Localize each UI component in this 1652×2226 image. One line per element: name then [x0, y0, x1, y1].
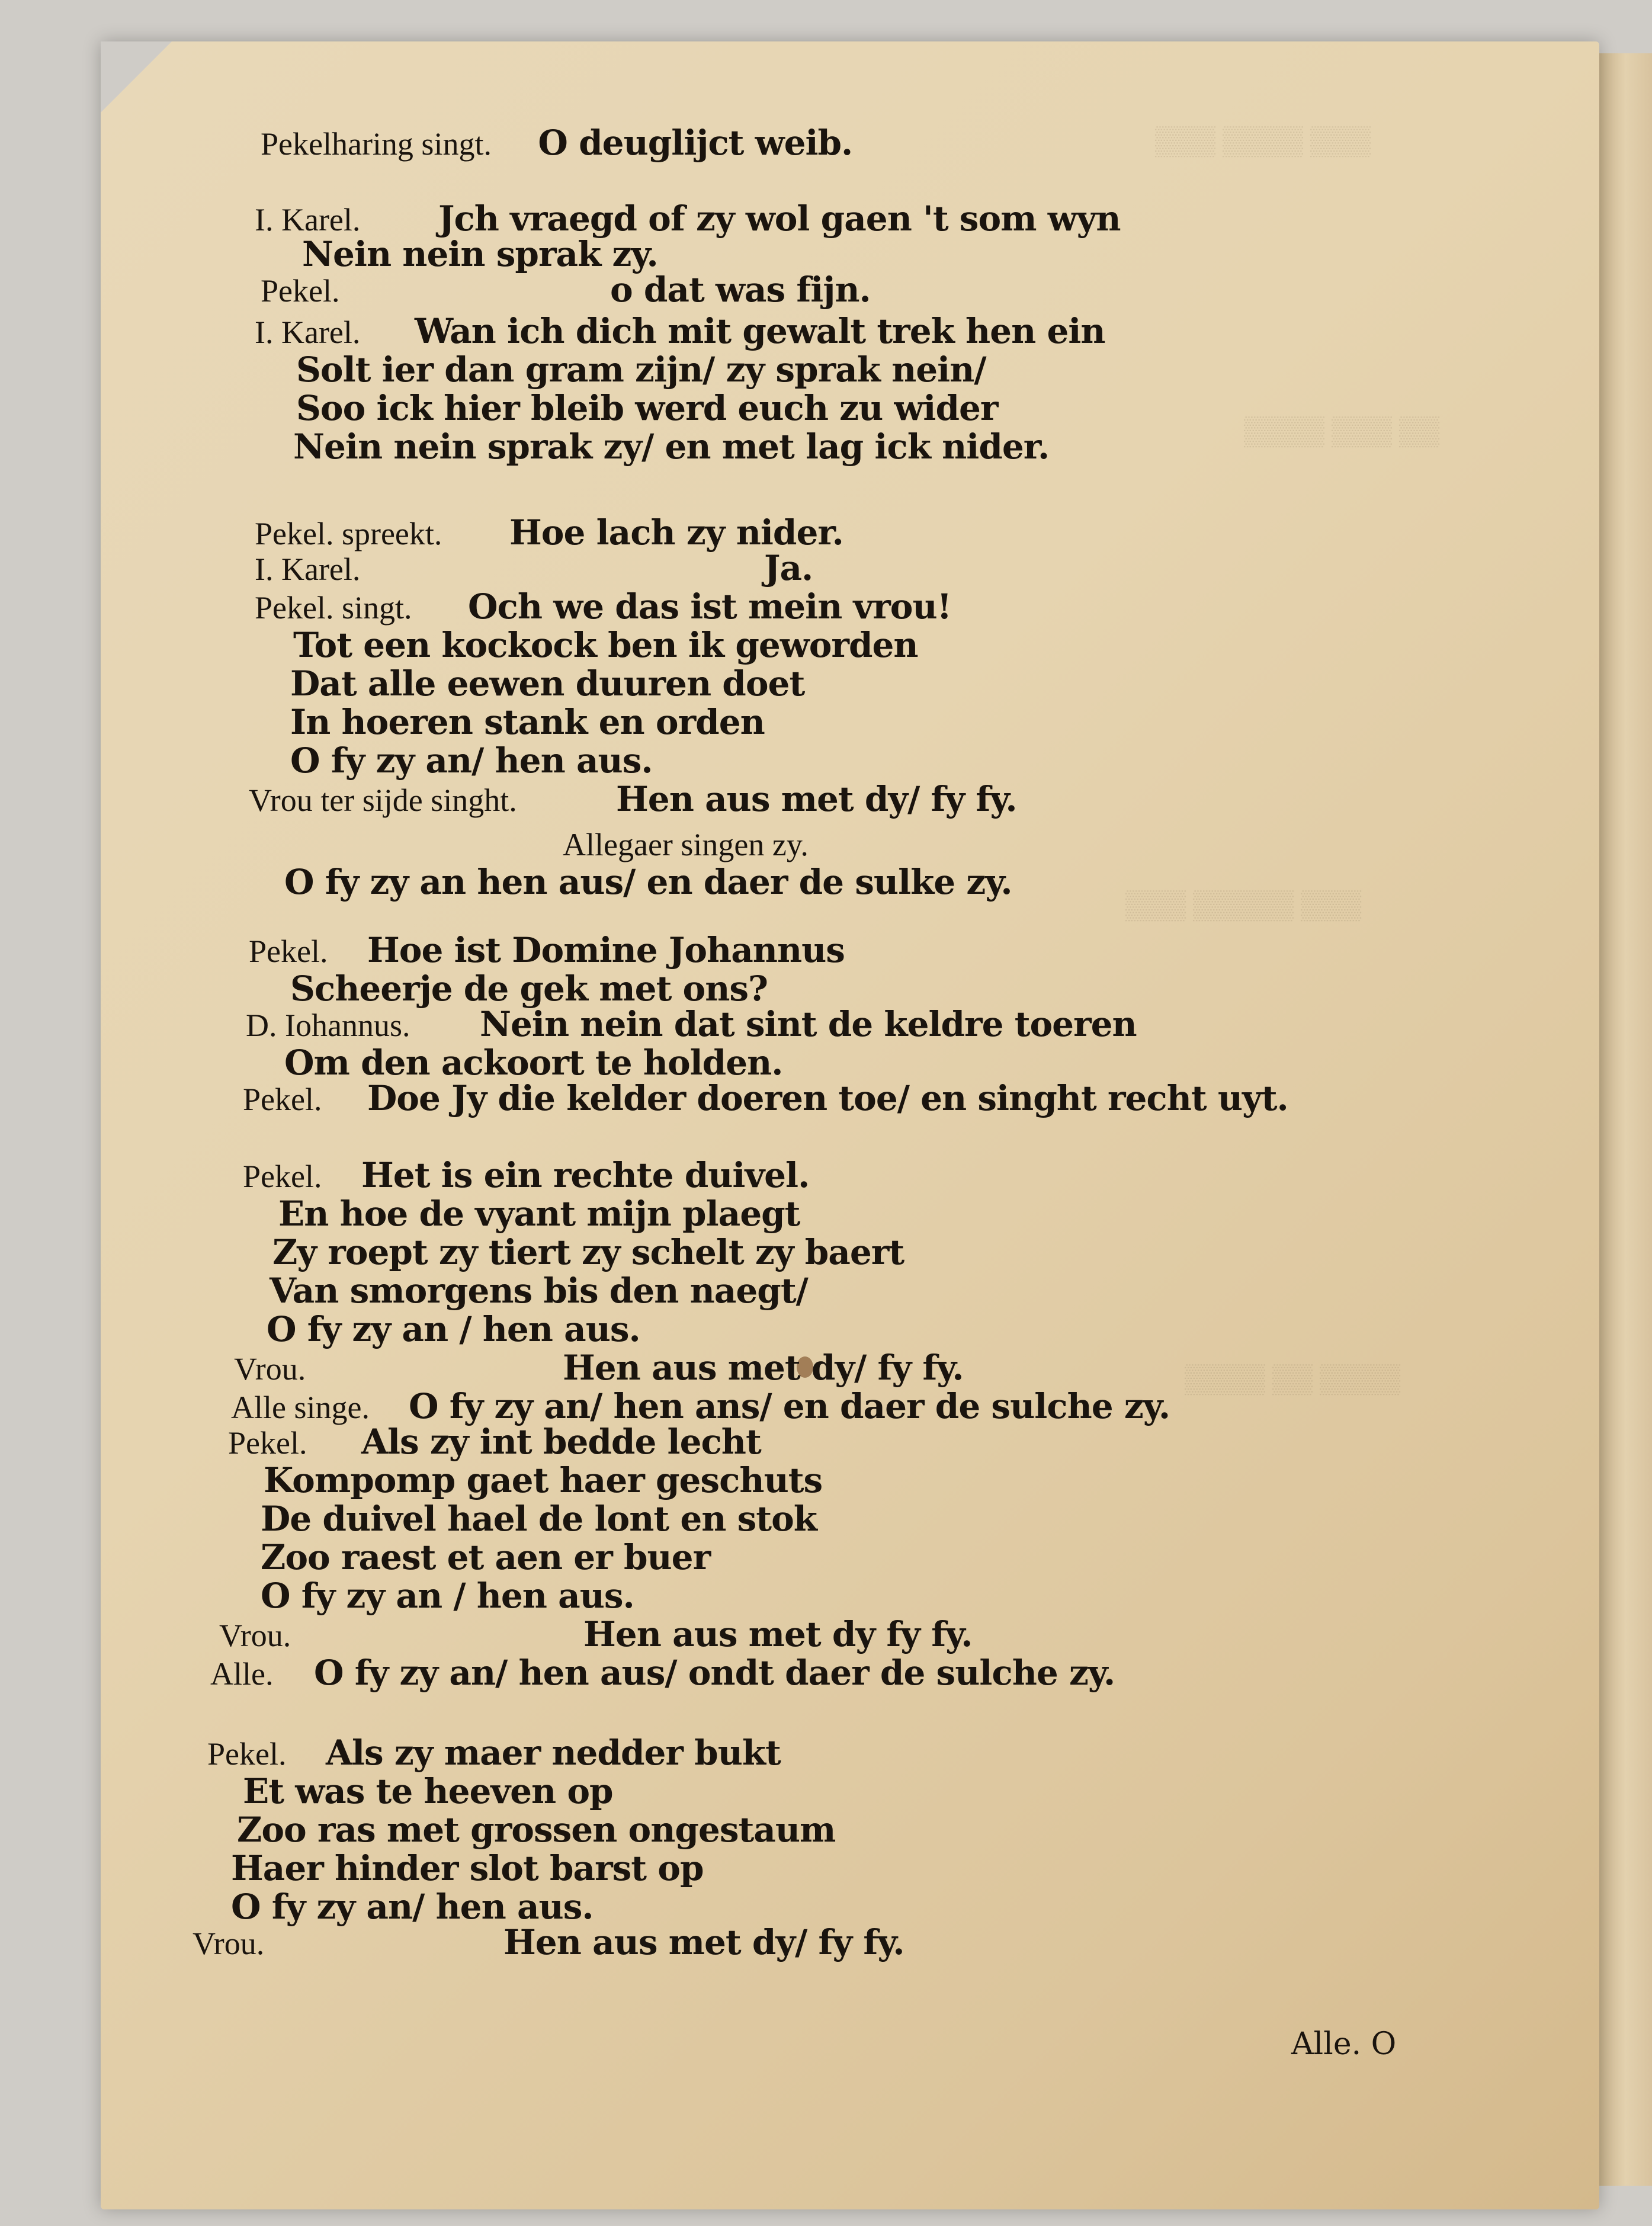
- speaker-label: Pekel.: [261, 273, 340, 309]
- verse-line: Het is ein rechte duivel.: [361, 1155, 810, 1195]
- verse-line: O fy zy an/ hen aus.: [231, 1887, 594, 1927]
- verse-line: Om den ackoort te holden.: [284, 1043, 783, 1083]
- speaker-label: Pekel.: [249, 934, 328, 969]
- facing-page-edge: [1599, 53, 1652, 2186]
- verse-line: Hen aus met dy fy fy.: [583, 1614, 973, 1654]
- bleed-through: ▒▒▒▒ ▒▒▒ ▒▒: [1244, 415, 1440, 447]
- verse-line: Solt ier dan gram zijn/ zy sprak nein/: [296, 349, 986, 390]
- bleed-through: ▒▒▒ ▒▒▒▒ ▒▒▒: [1155, 125, 1371, 156]
- verse-line: Zy roept zy tiert zy schelt zy baert: [272, 1232, 904, 1272]
- speaker-label: Pekel.: [243, 1082, 322, 1117]
- verse-line: Hen aus met dy/ fy fy.: [616, 779, 1017, 819]
- verse-line: O fy zy an/ hen aus.: [290, 740, 653, 781]
- catchword: Alle. O: [1291, 2026, 1397, 2062]
- verse-line: Hoe ist Domine Johannus: [367, 930, 845, 970]
- verse-line: Kompomp gaet haer geschuts: [264, 1460, 823, 1500]
- verse-line: Soo ick hier bleib werd euch zu wider: [296, 388, 998, 428]
- verse-line: O fy zy an / hen aus.: [267, 1309, 640, 1349]
- page-header: [261, 123, 853, 163]
- speaker-label: Vrou.: [193, 1926, 265, 1961]
- verse-line: Hen aus met dy/ fy fy.: [563, 1348, 964, 1388]
- verse-line: Als zy maer nedder bukt: [326, 1733, 781, 1773]
- verse-line: O fy zy an/ hen aus/ ondt daer de sulche zy.: [314, 1653, 1115, 1693]
- verse-line: Jch vraegd of zy wol gaen 't som wyn: [438, 198, 1121, 239]
- speaker-label: I. Karel.: [255, 551, 361, 587]
- speaker-label: D. Iohannus.: [246, 1008, 410, 1043]
- speaker-label: Pekel.: [207, 1736, 287, 1772]
- speaker-label: Alle.: [210, 1656, 274, 1692]
- verse-line: Zoo ras met grossen ongestaum: [237, 1810, 836, 1850]
- speaker-label: Alle singe.: [231, 1390, 370, 1425]
- verse-line: Doe Jy die kelder doeren toe/ en singht recht uyt.: [367, 1078, 1288, 1118]
- speaker-label: Vrou.: [219, 1618, 291, 1653]
- speaker-label: I. Karel.: [255, 202, 361, 238]
- header-speaker: Pekelharing singt.: [261, 126, 492, 162]
- header-text: O deuglijct weib.: [538, 123, 853, 163]
- verse-line: Wan ich dich mit gewalt trek hen ein: [415, 311, 1105, 351]
- verse-line: Tot een kockock ben ik geworden: [293, 625, 918, 665]
- verse-line: Haer hinder slot barst op: [231, 1848, 704, 1888]
- verse-line: o dat was fijn.: [610, 270, 871, 310]
- verse-line: Hoe lach zy nider.: [509, 512, 843, 553]
- bleed-through: ▒▒▒▒ ▒▒ ▒▒▒▒: [1185, 1363, 1401, 1394]
- verse-line: Dat alle eewen duuren doet: [290, 663, 805, 704]
- verse-line: Och we das ist mein vrou!: [468, 586, 952, 627]
- speaker-label: Allegaer singen zy.: [563, 827, 809, 862]
- speaker-label: I. Karel.: [255, 315, 361, 350]
- speaker-label: Pekel.: [243, 1159, 322, 1194]
- verse-line: O fy zy an/ hen ans/ en daer de sulche zy.: [409, 1386, 1170, 1426]
- speaker-label: Pekel. singt.: [255, 590, 412, 626]
- verse-line: In hoeren stank en orden: [290, 702, 765, 742]
- verse-line: O fy zy an / hen aus.: [261, 1576, 634, 1616]
- bleed-through: ▒▒▒ ▒▒▒▒▒ ▒▒▒: [1125, 889, 1362, 920]
- speaker-label: Pekel. spreekt.: [255, 516, 442, 551]
- verse-line: Hen aus met dy/ fy fy.: [503, 1922, 904, 1962]
- verse-line: Scheerje de gek met ons?: [290, 968, 768, 1009]
- verse-line: Ja.: [764, 548, 813, 588]
- speaker-label: Vrou.: [234, 1351, 306, 1387]
- folded-corner: [101, 41, 172, 113]
- verse-line: En hoe de vyant mijn plaegt: [278, 1194, 800, 1234]
- verse-line: Als zy int bedde lecht: [361, 1422, 761, 1462]
- verse-line: De duivel hael de lont en stok: [261, 1499, 817, 1539]
- speaker-label: Pekel.: [228, 1425, 307, 1461]
- speaker-label: Vrou ter sijde singht.: [249, 782, 517, 818]
- verse-line: Van smorgens bis den naegt/: [270, 1271, 808, 1311]
- verse-line: Et was te heeven op: [243, 1771, 613, 1811]
- verse-line: Nein nein sprak zy.: [302, 234, 658, 274]
- verse-line: O fy zy an hen aus/ en daer de sulke zy.: [284, 862, 1012, 902]
- verse-line: Nein nein sprak zy/ en met lag ick nider.: [293, 426, 1050, 467]
- verse-line: Zoo raest et aen er buer: [261, 1537, 711, 1577]
- verse-line: Nein nein dat sint de keldre toeren: [480, 1004, 1137, 1044]
